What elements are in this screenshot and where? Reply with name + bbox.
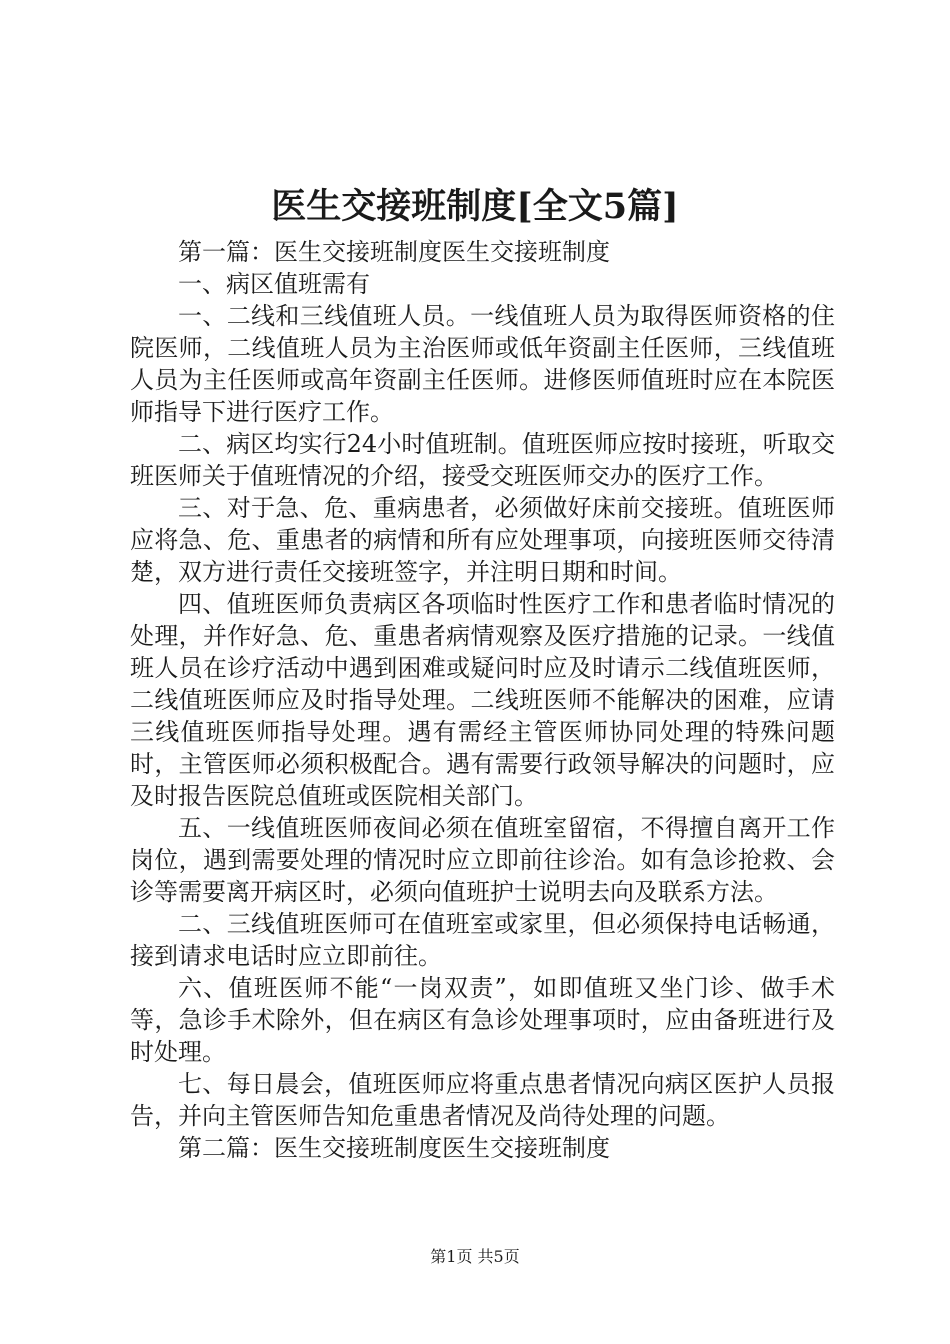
document-title: 医生交接班制度[全文5篇] [271,186,679,227]
paragraph-item-6: 六、值班医师不能“一岗双责”，如即值班又坐门诊、做手术等，急诊手术除外，但在病区有急诊处理事项时，应由备班进行及时处理。 [130,974,835,1066]
paragraph-item-5: 五、一线值班医师夜间必须在值班室留宿，不得擅自离开工作岗位，遇到需要处理的情况时应立即前往诊治。如有急诊抢救、会诊等需要离开病区时，必须向值班护士说明去向及联系方法。 [130,814,835,906]
paragraph-item-1: 一、二线和三线值班人员。一线值班人员为取得医师资格的住院医师，二线值班人员为主治医师或低年资副主任医师，三线值班人员为主任医师或高年资副主任医师。进修医师值班时应在本院医师指导下进行医疗工作。 [130,302,835,426]
paragraph-section-heading-2: 第二篇：医生交接班制度医生交接班制度 [178,1134,610,1162]
paragraph-item-7: 七、每日晨会，值班医师应将重点患者情况向病区医护人员报告，并向主管医师告知危重患者情况及尚待处理的问题。 [130,1070,835,1130]
paragraph-item-2: 二、病区均实行24小时值班制。值班医师应按时接班，听取交班医师关于值班情况的介绍，接受交班医师交办的医疗工作。 [130,430,835,490]
paragraph-item-5-note: 二、三线值班医师可在值班室或家里，但必须保持电话畅通，接到请求电话时应立即前往。 [130,910,835,970]
paragraph-item-4: 四、值班医师负责病区各项临时性医疗工作和患者临时情况的处理，并作好急、危、重患者病情观察及医疗措施的记录。一线值班人员在诊疗活动中遇到困难或疑问时应及时请示二线值班医师，二线值班医师应及时指导处理。二线班医师不能解决的困难，应请三线值班医师指导处理。遇有需经主管医师协同处理的特殊问题时，主管医师必须积极配合。遇有需要行政领导解决的问题时，应及时报告医院总值班或医院相关部门。 [130,590,835,810]
paragraph-section-heading-1: 第一篇：医生交接班制度医生交接班制度 [178,238,610,266]
document-body [130,236,835,1164]
page-footer: 第1页 共5页 [430,1247,520,1266]
paragraph-item-3: 三、对于急、危、重病患者，必须做好床前交接班。值班医师应将急、危、重患者的病情和所有应处理事项，向接班医师交待清楚，双方进行责任交接班签字，并注明日期和时间。 [130,494,835,586]
paragraph-subheading: 一、病区值班需有 [178,270,370,298]
